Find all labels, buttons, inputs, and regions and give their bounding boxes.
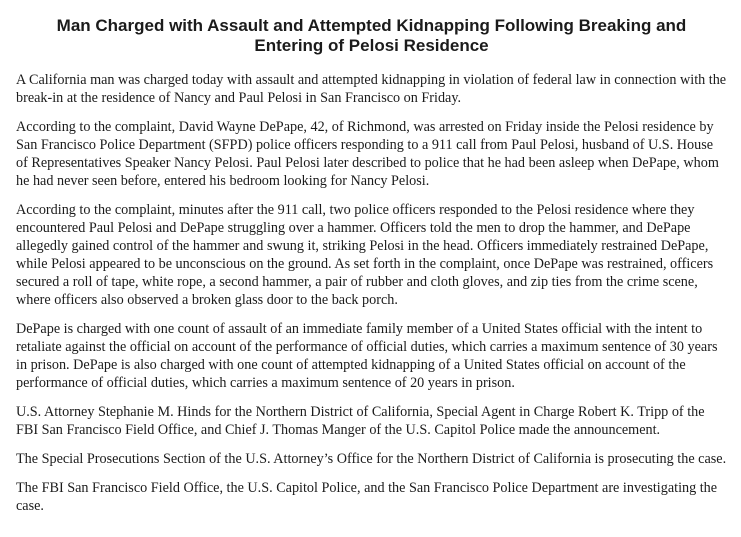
paragraph-investigation: The FBI San Francisco Field Office, the U.S. Capitol Police, and the San Francisco Police Department are investigating the case.	[16, 480, 718, 514]
paragraph-announcement: U.S. Attorney Stephanie M. Hinds for the Northern District of California, Special Agent in Charge Robert K. Tripp of the FBI San Francisco Field Office, and Chief J. Thomas Manger of the U.S. Capitol Police made the announcement.	[16, 404, 705, 438]
paragraph-charges: DePape is charged with one count of assault of an immediate family member of a United States official with the intent to retaliate against the official on account of the performance of official duties, which carries a maximum sentence of 30 years in prison. DePape is also charged with one count of attempted kidnapping of a United States official on account of the performance of official duties, which carries a maximum sentence of 20 years in prison.	[16, 321, 718, 391]
article-body	[16, 71, 727, 515]
article-title: Man Charged with Assault and Attempted Kidnapping Following Breaking and Entering of Pelosi Residence	[56, 16, 687, 55]
paragraph-prosecution: The Special Prosecutions Section of the U.S. Attorney’s Office for the Northern District of California is prosecuting the case.	[16, 451, 727, 467]
paragraph-arrest: According to the complaint, David Wayne DePape, 42, of Richmond, was arrested on Friday inside the Pelosi residence by San Francisco Police Department (SFPD) police officers responding to a 911 call from Paul Pelosi, husband of U.S. House of Representatives Speaker Nancy Pelosi. Paul Pelosi later described to police that he had been asleep when DePape, whom he had never seen before, entered his bedroom looking for Nancy Pelosi.	[16, 119, 719, 189]
paragraph-struggle: According to the complaint, minutes after the 911 call, two police officers responded to the Pelosi residence where they encountered Paul Pelosi and DePape struggling over a hammer. Officers told the men to drop the hammer, and DePape allegedly gained control of the hammer and swung it, striking Pelosi in the head. Officers immediately restrained DePape, while Pelosi appeared to be unconscious on the ground. As set forth in the complaint, once DePape was restrained, officers secured a roll of tape, white rope, a second hammer, a pair of rubber and cloth gloves, and zip ties from the crime scene, where officers also observed a broken glass door to the back porch.	[16, 202, 714, 308]
paragraph-intro: A California man was charged today with assault and attempted kidnapping in violation of federal law in connection with the break-in at the residence of Nancy and Paul Pelosi in San Francisco on Friday.	[16, 72, 727, 106]
